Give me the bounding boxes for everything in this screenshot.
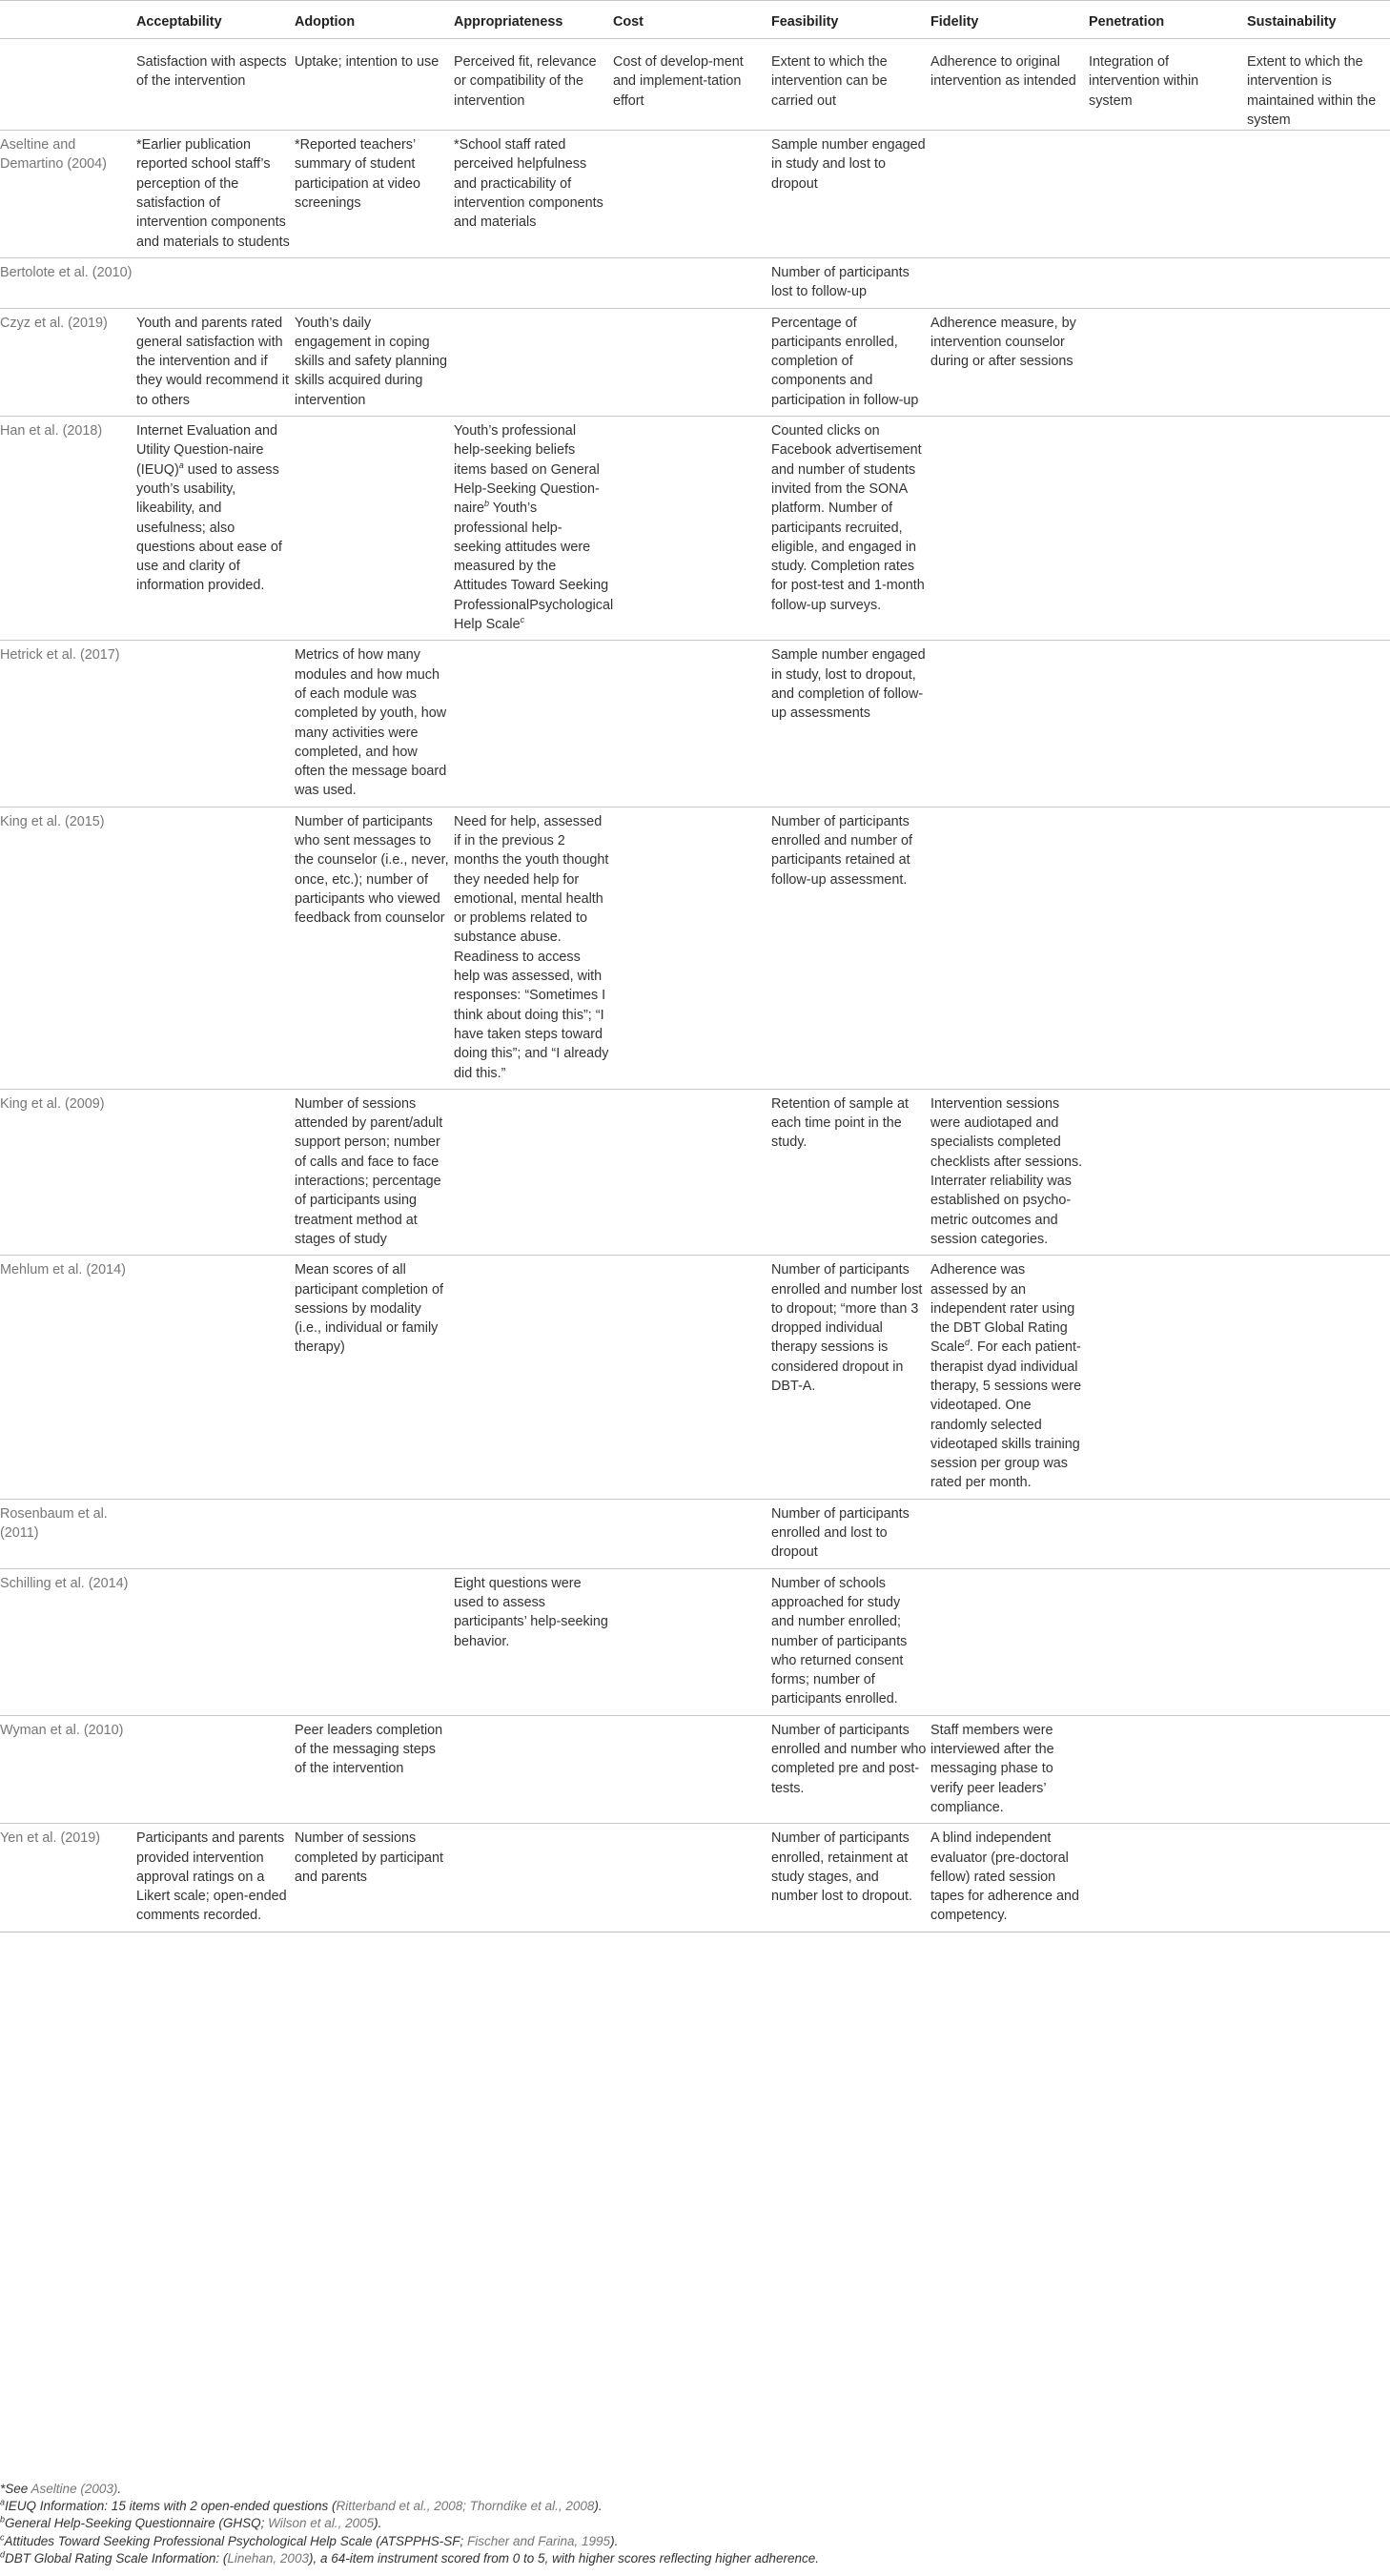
appropriateness-cell: [454, 1089, 613, 1255]
acceptability-cell: Youth and parents rated general satisfaction with the intervention and if they would recommend it to others: [136, 308, 295, 416]
study-cell: Hetrick et al. (2017): [0, 641, 136, 807]
table-row: [0, 308, 1390, 416]
citation-link[interactable]: Aseltine (2003): [31, 2482, 118, 2496]
acceptability-cell: [136, 641, 295, 807]
adoption-cell: Peer leaders completion of the messaging steps of the intervention: [295, 1715, 454, 1823]
fidelity-cell: Intervention sessions were audiotaped and specialists completed checklists after sessions. Interrater reliability was established on psycho-metric outcomes and session categories.: [930, 1089, 1089, 1255]
fidelity-cell: [930, 417, 1089, 641]
study-cell: Yen et al. (2019): [0, 1824, 136, 1932]
adoption-cell: *Reported teachers’ summary of student participation at video screenings: [295, 131, 454, 258]
header-adoption: Adoption: [295, 1, 454, 39]
sustainability-cell: [1247, 807, 1390, 1089]
adoption-cell: [295, 257, 454, 308]
adoption-cell: Metrics of how many modules and how much of each module was completed by youth, how many activities were completed, and how often the message board was used.: [295, 641, 454, 807]
penetration-cell: [1089, 1089, 1247, 1255]
footnote: $^b$General Help-Seeking Questionnaire (GHSQ; Wilson et al., 2005).: [0, 2514, 382, 2531]
acceptability-cell: [136, 807, 295, 1089]
study-cell: Rosenbaum et al. (2011): [0, 1499, 136, 1568]
feasibility-cell: Sample number engaged in study and lost to dropout: [771, 131, 930, 258]
cost-cell: [613, 417, 771, 641]
cost-cell: [613, 308, 771, 416]
fidelity-cell: [930, 131, 1089, 258]
fidelity-cell: [930, 257, 1089, 308]
acceptability-cell: Internet Evaluation and Utility Question-naire (IEUQ)$^a$ used to assess youth’s usability, likeability, and usefulness; also questions about ease of use and clarity of information provided.: [136, 417, 295, 641]
acceptability-cell: [136, 1499, 295, 1568]
fidelity-cell: [930, 1568, 1089, 1715]
footnote-marker: d: [965, 1338, 971, 1348]
footnote-marker: b: [484, 499, 490, 509]
footnote: $^c$Attitudes Toward Seeking Professional Psychological Help Scale (ATSPPHS-SF; Fischer and Farina, 1995).: [0, 2532, 619, 2548]
table-row: [0, 1715, 1390, 1823]
header-row: [0, 1, 1390, 39]
feasibility-cell: Number of schools approached for study and number enrolled; number of participants who returned consent forms; number of participants enrolled.: [771, 1568, 930, 1715]
penetration-cell: [1089, 131, 1247, 258]
cost-cell: [613, 1715, 771, 1823]
penetration-cell: [1089, 417, 1247, 641]
definition-row: [0, 39, 1390, 131]
sustainability-cell: [1247, 1568, 1390, 1715]
appropriateness-cell: Need for help, assessed if in the previous 2 months the youth thought they needed help for emotional, mental health or problems related to substance abuse. Readiness to access help was assessed, with responses: “Sometimes I think about doing this”; “I have taken steps toward doing this”; and “I already did this.”: [454, 807, 613, 1089]
cost-cell: [613, 1499, 771, 1568]
footnote: $^a$IEUQ Information: 15 items with 2 open-ended questions (Ritterband et al., 2008; Thorndike et al., 2008).: [0, 2497, 603, 2514]
cost-cell: [613, 1824, 771, 1932]
acceptability-cell: [136, 1715, 295, 1823]
appropriateness-cell: Eight questions were used to assess participants’ help-seeking behavior.: [454, 1568, 613, 1715]
adoption-cell: Number of sessions completed by participant and parents: [295, 1824, 454, 1932]
citation-link[interactable]: Fischer and Farina, 1995: [466, 2533, 611, 2548]
table-row: [0, 257, 1390, 308]
cost-cell: [613, 807, 771, 1089]
table-row: [0, 1256, 1390, 1500]
appropriateness-cell: [454, 257, 613, 308]
study-cell: Schilling et al. (2014): [0, 1568, 136, 1715]
feasibility-cell: Number of participants enrolled and number of participants retained at follow-up assessment.: [771, 807, 930, 1089]
fidelity-cell: [930, 807, 1089, 1089]
table-row: [0, 641, 1390, 807]
sustainability-cell: [1247, 1824, 1390, 1932]
footnote: *See Aseltine (2003).: [0, 2482, 122, 2496]
table-row: [0, 417, 1390, 641]
study-cell: Mehlum et al. (2014): [0, 1256, 136, 1500]
acceptability-cell: [136, 257, 295, 308]
penetration-cell: [1089, 641, 1247, 807]
sustainability-cell: [1247, 417, 1390, 641]
footnote-marker: a: [178, 460, 184, 470]
penetration-cell: [1089, 308, 1247, 416]
cost-cell: [613, 131, 771, 258]
sustainability-cell: [1247, 1089, 1390, 1255]
adoption-cell: [295, 1568, 454, 1715]
sustainability-cell: [1247, 1256, 1390, 1500]
cost-cell: [613, 1568, 771, 1715]
fidelity-cell: A blind independent evaluator (pre-doctoral fellow) rated session tapes for adherence and competency.: [930, 1824, 1089, 1932]
acceptability-cell: *Earlier publication reported school staff’s perception of the satisfaction of intervention components and materials to students: [136, 131, 295, 258]
penetration-cell: [1089, 1568, 1247, 1715]
definition-penetration: Integration of intervention within system: [1089, 54, 1199, 109]
fidelity-cell: [930, 641, 1089, 807]
appropriateness-cell: [454, 308, 613, 416]
definition-acceptability: Satisfaction with aspects of the intervention: [136, 54, 287, 90]
penetration-cell: [1089, 1824, 1247, 1932]
appropriateness-cell: *School staff rated perceived helpfulness and practicability of intervention components and materials: [454, 131, 613, 258]
table-row: [0, 1089, 1390, 1255]
definition-appropriateness: Perceived fit, relevance or compatibility of the intervention: [454, 54, 597, 109]
cost-cell: [613, 641, 771, 807]
cost-cell: [613, 1256, 771, 1500]
fidelity-cell: Adherence measure, by intervention counselor during or after sessions: [930, 308, 1089, 416]
header-penetration: Penetration: [1089, 1, 1247, 39]
table-footnotes: [0, 2481, 1390, 2567]
definition-study: [0, 39, 136, 131]
citation-link[interactable]: Ritterband et al., 2008; Thorndike et al., 2008: [336, 2499, 595, 2514]
acceptability-cell: [136, 1568, 295, 1715]
header-appropriateness: Appropriateness: [454, 1, 613, 39]
header-fidelity: Fidelity: [930, 1, 1089, 39]
sustainability-cell: [1247, 1715, 1390, 1823]
adoption-cell: [295, 417, 454, 641]
definition-cost: Cost of develop-ment and implement-tation effort: [613, 54, 744, 109]
header-acceptability: Acceptability: [136, 1, 295, 39]
citation-link[interactable]: Wilson et al., 2005: [268, 2516, 375, 2531]
cost-cell: [613, 257, 771, 308]
table-row: [0, 131, 1390, 258]
sustainability-cell: [1247, 257, 1390, 308]
header-feasibility: Feasibility: [771, 1, 930, 39]
feasibility-cell: Retention of sample at each time point in the study.: [771, 1089, 930, 1255]
table-row: [0, 807, 1390, 1089]
feasibility-cell: Number of participants enrolled and number lost to dropout; “more than 3 dropped individual therapy sessions is considered dropout in DBT-A.: [771, 1256, 930, 1500]
definition-adoption: Uptake; intention to use: [295, 54, 439, 70]
definition-feasibility: Extent to which the intervention can be carried out: [771, 54, 888, 109]
penetration-cell: [1089, 807, 1247, 1089]
adoption-cell: Number of participants who sent messages to the counselor (i.e., never, once, etc.); number of participants who viewed feedback from counselor: [295, 807, 454, 1089]
header-sustainability: Sustainability: [1247, 1, 1390, 39]
table-row: [0, 1499, 1390, 1568]
sustainability-cell: [1247, 131, 1390, 258]
header-cost: Cost: [613, 1, 771, 39]
penetration-cell: [1089, 1715, 1247, 1823]
table-row: [0, 1568, 1390, 1715]
appropriateness-cell: [454, 1256, 613, 1500]
feasibility-cell: Counted clicks on Facebook advertisement and number of students invited from the SONA platform. Number of participants recruited, eligible, and engaged in study. Completion rates for post-test and 1-month follow-up surveys.: [771, 417, 930, 641]
definition-sustainability: Extent to which the intervention is maintained within the system: [1247, 54, 1377, 128]
penetration-cell: [1089, 1499, 1247, 1568]
study-cell: King et al. (2009): [0, 1089, 136, 1255]
appropriateness-cell: [454, 1715, 613, 1823]
acceptability-cell: Participants and parents provided intervention approval ratings on a Likert scale; open-ended comments recorded.: [136, 1824, 295, 1932]
appropriateness-cell: Youth’s professional help-seeking beliefs items based on General Help-Seeking Question-naire$^b$ Youth’s professional help-seeking attitudes were measured by the Attitudes Toward Seeking ProfessionalPsychological Help Scale$^c$: [454, 417, 613, 641]
study-cell: Han et al. (2018): [0, 417, 136, 641]
fidelity-cell: [930, 1499, 1089, 1568]
fidelity-cell: Staff members were interviewed after the messaging phase to verify peer leaders’ compliance.: [930, 1715, 1089, 1823]
table-row: [0, 1824, 1390, 1932]
study-cell: Aseltine and Demartino (2004): [0, 131, 136, 258]
feasibility-cell: Sample number engaged in study, lost to dropout, and completion of follow-up assessments: [771, 641, 930, 807]
sustainability-cell: [1247, 641, 1390, 807]
adoption-cell: [295, 1499, 454, 1568]
footnote: $^d$DBT Global Rating Scale Information: (Linehan, 2003), a 64-item instrument scored from 0 to 5, with higher scores reflecting higher adherence.: [0, 2549, 819, 2566]
sustainability-cell: [1247, 1499, 1390, 1568]
fidelity-cell: Adherence was assessed by an independent rater using the DBT Global Rating Scale$^d$. For each patient-therapist dyad individual therapy, 5 sessions were videotaped. One randomly selected videotaped skills training session per group was rated per month.: [930, 1256, 1089, 1500]
appropriateness-cell: [454, 1499, 613, 1568]
adoption-cell: Youth’s daily engagement in coping skills and safety planning skills acquired during intervention: [295, 308, 454, 416]
penetration-cell: [1089, 1256, 1247, 1500]
study-cell: Czyz et al. (2019): [0, 308, 136, 416]
feasibility-cell: Percentage of participants enrolled, completion of components and participation in follow-up: [771, 308, 930, 416]
cost-cell: [613, 1089, 771, 1255]
adoption-cell: Number of sessions attended by parent/adult support person; number of calls and face to face interactions; percentage of participants using treatment method at stages of study: [295, 1089, 454, 1255]
sustainability-cell: [1247, 308, 1390, 416]
acceptability-cell: [136, 1089, 295, 1255]
study-cell: Wyman et al. (2010): [0, 1715, 136, 1823]
study-cell: Bertolote et al. (2010): [0, 257, 136, 308]
appropriateness-cell: [454, 641, 613, 807]
feasibility-cell: Number of participants enrolled and lost to dropout: [771, 1499, 930, 1568]
appropriateness-cell: [454, 1824, 613, 1932]
feasibility-cell: Number of participants enrolled, retainment at study stages, and number lost to dropout.: [771, 1824, 930, 1932]
feasibility-cell: Number of participants enrolled and number who completed pre and post-tests.: [771, 1715, 930, 1823]
adoption-cell: Mean scores of all participant completion of sessions by modality (i.e., individual or family therapy): [295, 1256, 454, 1500]
study-cell: King et al. (2015): [0, 807, 136, 1089]
penetration-cell: [1089, 257, 1247, 308]
acceptability-cell: [136, 1256, 295, 1500]
citation-link[interactable]: Linehan, 2003: [227, 2550, 309, 2566]
header-study: [0, 1, 136, 39]
footnote-marker: c: [520, 615, 525, 625]
feasibility-cell: Number of participants lost to follow-up: [771, 257, 930, 308]
definition-fidelity: Adherence to original intervention as intended: [930, 54, 1076, 90]
